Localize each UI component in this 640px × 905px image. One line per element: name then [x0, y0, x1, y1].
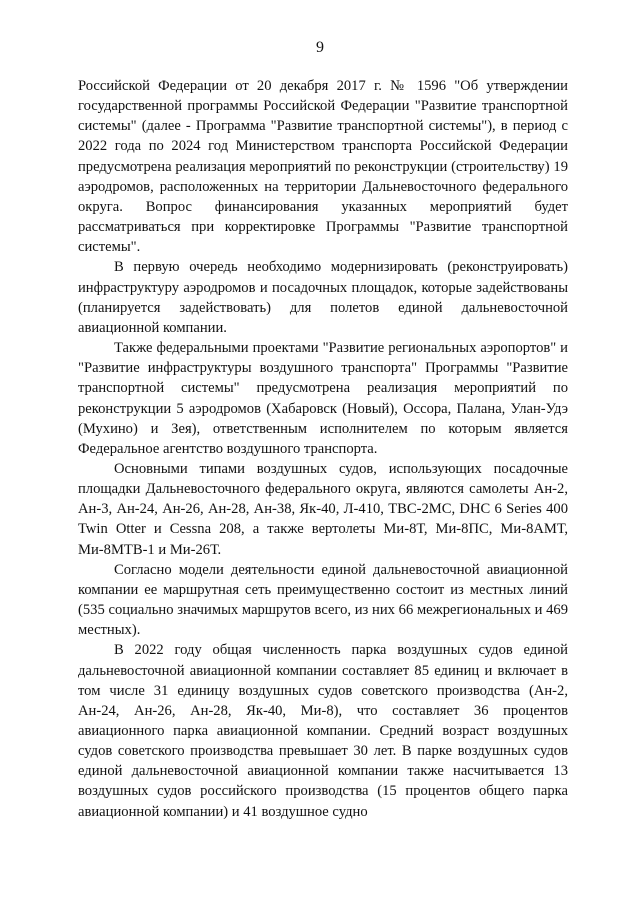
paragraph-aircraft-types: Основными типами воздушных судов, использующих посадочные площадки Дальневосточного федерального округа, являются самолеты Ан-2, Ан-3, Ан-24, Ан-26, Ан-28, Ан-38, Як-40, Л-410, ТВС-2МС, DHC 6 Series 400 Twin Otter и Cessna 208, а также вертолеты Ми-8Т, Ми-8ПС, Ми-8АМТ, Ми-8МТВ-1 и Ми-26Т.: [78, 460, 568, 558]
page-number: 9: [316, 39, 324, 56]
paragraph-fleet-2022: В 2022 году общая численность парка воздушных судов единой дальневосточной авиационной компании составляет 85 единиц и включает в том числе 31 единицу воздушных судов советского производства (Ан-2, Ан-24, Ан-26, Ан-28, Як-40, Ми-8), что составляет 36 процентов авиационного парка авиационной компании. Средний возраст воздушных судов советского производства превышает 30 лет. В парке воздушных судов единой дальневосточной авиационной компании также насчитывается 13 воздушных судов российского производства (15 процентов общего парка авиационной компании) и 41 воздушное судно: [78, 642, 568, 820]
paragraph-federal-projects: Также федеральными проектами "Развитие региональных аэропортов" и "Развитие инфраструктуры воздушного транспорта" Программы "Развитие транспортной системы" предусмотрена реализация мероприятий по реконструкции 5 аэродромов (Хабаровск (Новый), Оссора, Палана, Улан-Удэ (Мухино) и Зея), ответственным исполнителем по которым является Федеральное агентство воздушного транспорта.: [78, 340, 568, 457]
document-body: [78, 76, 568, 822]
paragraph-modernization: В первую очередь необходимо модернизировать (реконструировать) инфраструктуру аэродромов и посадочных площадок, которые задействованы (планируется задействовать) для полетов единой дальневосточной авиационной компании.: [78, 259, 568, 336]
paragraph-continuation: Российской Федерации от 20 декабря 2017 г. № 1596 "Об утверждении государственной программы Российской Федерации "Развитие транспортной системы" (далее - Программа "Развитие транспортной системы"), в период с 2022 года по 2024 год Министерством транспорта Российской Федерации предусмотрена реализация мероприятий по реконструкции (строительству) 19 аэродромов, расположенных на территории Дальневосточного федерального округа. Вопрос финансирования указанных мероприятий будет рассматриваться при корректировке Программы "Развитие транспортной системы".: [78, 78, 568, 256]
paragraph-route-network: Согласно модели деятельности единой дальневосточной авиационной компании ее маршрутная сеть преимущественно состоит из местных линий (535 социально значимых маршрутов всего, из них 66 межрегиональных и 469 местных).: [78, 561, 568, 639]
